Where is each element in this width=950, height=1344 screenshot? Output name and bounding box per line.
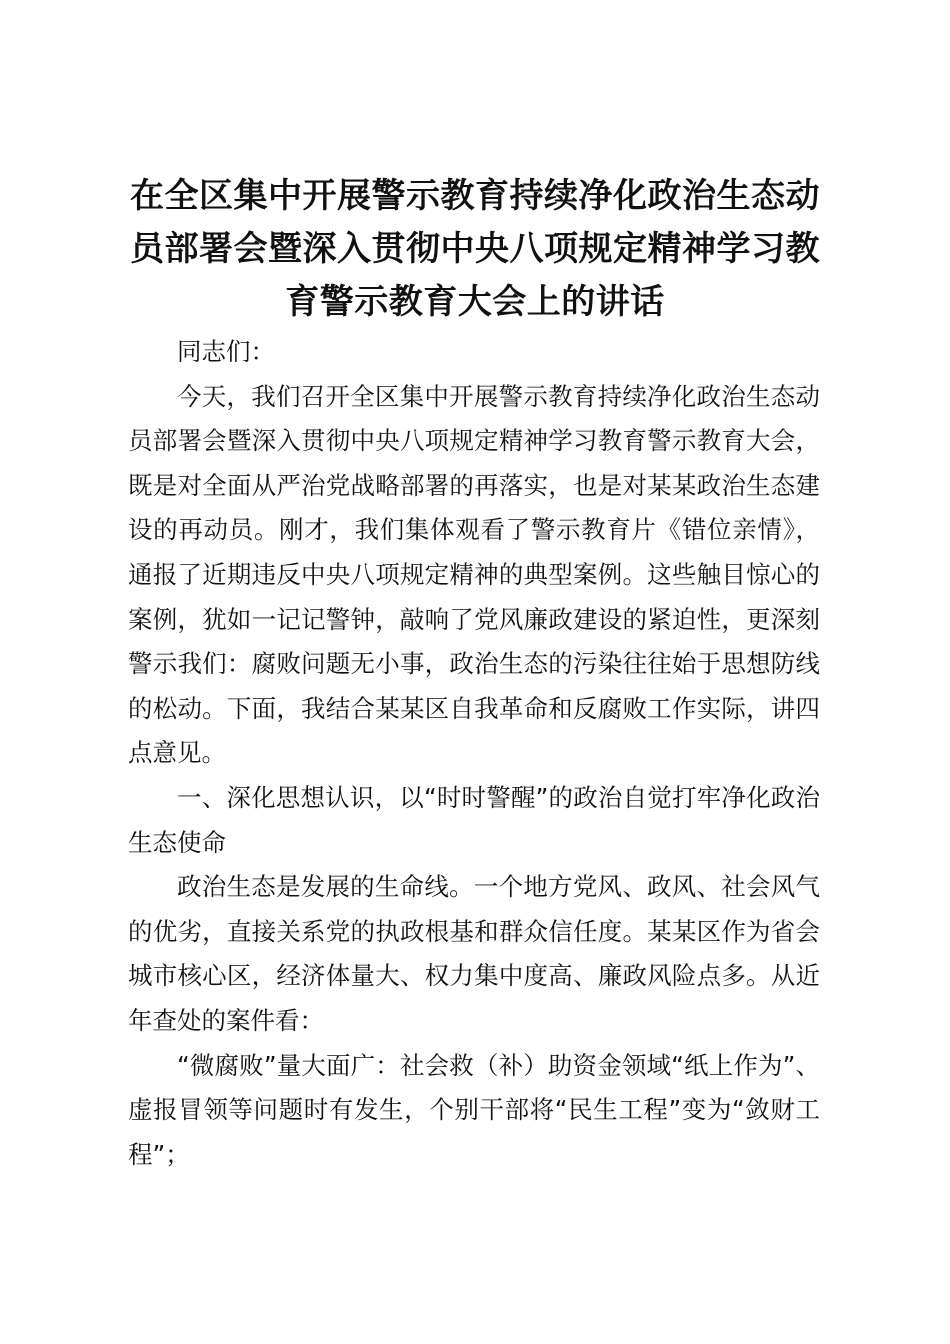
document-body — [128, 330, 820, 1177]
body-paragraph: 政治生态是发展的生命线。一个地方党风、政风、社会风气的优劣，直接关系党的执政根基和群众信任度。某某区作为省会城市核心区，经济体量大、权力集中度高、廉政风险点多。从近年查处的案件看： — [128, 872, 820, 1035]
section-heading-1: 一、深化思想认识，以“时时警醒”的政治自觉打牢净化政治生态使命 — [128, 782, 820, 857]
intro-paragraph: 今天，我们召开全区集中开展警示教育持续净化政治生态动员部署会暨深入贯彻中央八项规定精神学习教育警示教育大会，既是对全面从严治党战略部署的再落实，也是对某某政治生态建设的再动员。刚才，我们集体观看了警示教育片《错位亲情》，通报了近期违反中央八项规定精神的典型案例。这些触目惊心的案例，犹如一记记警钟，敲响了党风廉政建设的紧迫性，更深刻警示我们：腐败问题无小事，政治生态的污染往往始于思想防线的松动。下面，我结合某某区自我革命和反腐败工作实际，讲四点意见。 — [128, 381, 820, 768]
body-paragraph: “微腐败”量大面广：社会救（补）助资金领域“纸上作为”、虚报冒领等问题时有发生，个别干部将“民生工程”变为“敛财工程”； — [128, 1050, 820, 1169]
salutation: 同志们： — [177, 337, 275, 366]
document-title: 在全区集中开展警示教育持续净化政治生态动员部署会暨深入贯彻中央八项规定精神学习教育警示教育大会上的讲话 — [130, 176, 820, 322]
